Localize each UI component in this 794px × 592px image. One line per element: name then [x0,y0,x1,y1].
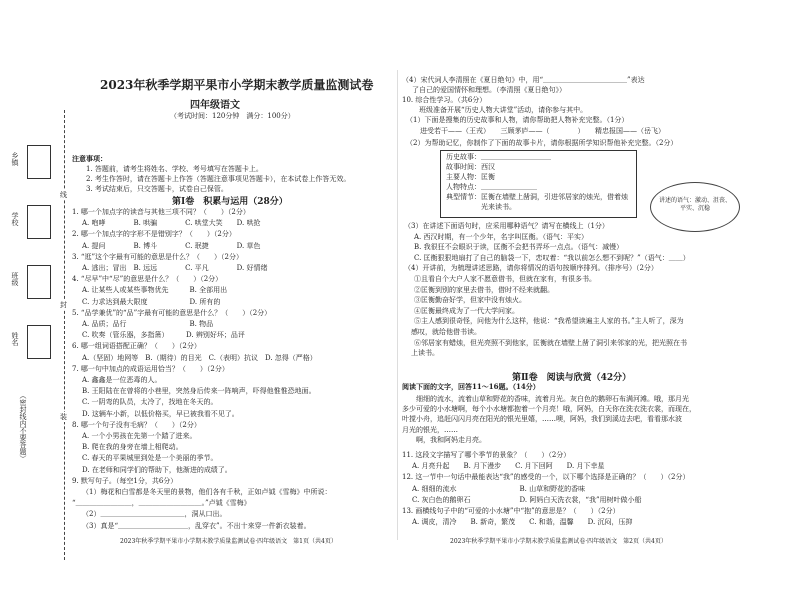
question-line: ①且看自个大户人家不愿意借书，但就在家有，有很多书。 [414,275,596,283]
school-box[interactable] [27,205,51,239]
question-line: （2）＿＿＿＿＿＿＿＿＿＿＿＿，洞从口出。 [82,510,227,519]
question-line: ④匡衡最终成为了一代大学问家。 [414,306,519,315]
card-row: 主要人物：匡衡 [446,173,495,181]
question-line: C. 力求达到最大限度 D. 所有的 [82,297,221,306]
question-line: A. 调皮，清冷 B. 新奇，繁茂 C. 和谐，温馨 D. 沉闷，压抑 [412,518,633,527]
r-line: （4）宋代词人李清照在《夏日绝句》中，用“＿＿＿＿＿＿＿＿＿＿＿＿”表达 [402,76,645,84]
question-line: B. 我很狂不会眼识于读，匡衡不会把书弄坏一点点。（语气：减慢） [414,243,624,252]
question-line: 11. 这段文字描写了哪个季节的景象？（ ）（2分） [402,451,571,459]
question-line: A. 咆哮 B. 哄骗 C. 哄堂大笑 D. 哄抢 [82,219,261,228]
page1-footer: 2023年秋季学期平果市小学期末教学质量监测试卷·四年级语文 第1页（共4页） [120,538,337,545]
binding-label-class: 班级 [11,272,19,286]
tone-bubble-text: 讲述的语气：激动、沮丧、平实、沉稳 [659,197,732,212]
card-row: 历史故事：＿＿＿＿＿＿＿＿＿＿ [446,153,551,161]
question-line: ⑥邻居家有蜡烛，但光亮照不到他家，匡衡就在墙壁上凿了洞引来邻家的光，把光照在书 [414,338,687,347]
r-line: （2）为帮助记忆，你制作了下面的故事卡片，请你根据所学知识帮他补充完整。（2分） [406,139,678,147]
question-line: （1）梅花和白雪都是冬天里的景物，他们各有千秋，正如卢钺《雪梅》中所说： [82,488,332,496]
exam-info: （考试时间：120分钟 满分：100分） [170,112,295,120]
card-row: 光来读书。 [446,203,516,211]
question-line: B. 王阳陆在在曾将的小巷里，突然身后传来一阵响声，吓得他惟惟恐地面。 [82,387,316,396]
reading-passage-box [402,394,786,446]
passage-line: 多少可爱的小水塘啊，每个小水塘都抱着一个月亮！哦，阿妈，白天你在洗衣洗衣裳，而现在， [402,405,696,414]
question-line: （4）开讲前，为梳理讲述思路，请你将情况的语句按顺序排列。（排序号）（2分） [404,264,658,273]
passage-line: 细细的流水，流着山草和野花的香味，流着月光。灰白色的鹅卵石布满河滩。哦，那月光 [402,395,689,403]
question-line: （3）真是“＿＿＿＿＿＿＿＿＿＿，乱穿衣”。不出十来穿一件新衣装着。 [82,521,311,530]
question-line: 上读书。 [404,349,439,358]
binding-label-school: 学校 [11,212,19,226]
passage-line: 啊，我和阿妈走月亮。 [402,435,486,444]
binding-label-town: 乡镇 [11,152,19,166]
right-questions [404,221,790,361]
notice-item: 1. 答题前，请考生将姓名、学校、考号填写在答题卡上。 [86,165,263,173]
passage-line: 叶搅小舟，追赶闪闪月亮在阳光的银光里嬉，……噢，阿妈，我们到溪边去吧，看看那水波 [402,415,682,424]
question-line: 13. 画横线句子中的“可爱的小水塘”中“抱”的意思是？（ ）（2分） [402,507,620,515]
question-line: A. 逃出；冒出 B. 远远 C. 平凡 D. 好情绪 [82,264,268,272]
question-line: A. 一个小男孩在先第一个踏了进来。 [82,432,197,440]
question-line: （3）在讲述下面语句时，应采用哪种语气？请写在横线上（1分） [404,222,609,230]
class-box[interactable] [27,265,51,299]
question-line: A. 鑫鑫是一位恶毒的人。 [82,376,162,384]
question-line: C. 一阴弯的队员，太冷了，找地在冬天的。 [82,398,218,407]
question-line: A. 品质；品行 B. 物品 [82,320,214,328]
question-line: A.（坚固）地网等 B.（期待）的目光 C.（表明）抗议 D. 忽得（严格） [82,353,317,362]
question-line: B. 爬在我的身旁在墙上相爬动。 [82,443,183,452]
question-line: 3. “逛”这个字最有可能的意思是什么？（ ）（2分） [72,252,244,261]
passage-line: 月光的银光，…… [402,425,458,434]
part1-questions [72,207,392,533]
question-line: A. 提问 B. 博斗 C. 珉捷 D. 草色 [82,241,261,250]
binding-char-bind: 装 [60,413,67,421]
question-line: A. 让某些人或某些事物优先 B. 全部用出 [82,286,228,295]
question-line: 12. 这一节中一句话中最能表达“我”的感受的一个，以下哪个选择是正确的？（ ）（2分） [402,473,690,482]
question-line: 9. 默写句子。（每空1分，共6分） [72,476,178,485]
question-line: 5. “品学兼优”的“品”字最有可能的意思是什么？（ ）（2分） [72,308,272,317]
question-line: 8. 哪一个句子没有毛病？（ ）（2分） [72,420,201,429]
town-box[interactable] [27,145,51,179]
question-line: C. 匡衡狠狠地扇打了自己的脑袋一下，恋叹着：“我以前怎么想不到呢？”（语气：＿＿） [414,253,690,262]
part1-title: 第Ⅰ卷 积累与运用（28分） [172,197,288,207]
name-box[interactable] [27,325,51,359]
notice-title: 注意事项： [72,154,107,163]
page-divider [397,70,398,540]
binding-label-name: 姓名 [11,332,19,346]
question-line: ②匡衡到别的家里去借书，借时不经来就翻。 [414,285,554,294]
r-line: 了自己的爱国情怀和理想。（李清照《夏日绝句》） [412,86,566,94]
exam-title: 2023年秋季学期平果市小学期末教学质量监测试卷 [100,78,374,92]
part2-title: 第Ⅱ卷 阅读与欣赏（42分） [512,373,632,383]
question-line: A. 西汉时期，有一个少年，名字叫匡衡。（语气：平实） [414,232,589,241]
r-line: 进受若干——（王戎） 三顾茅庐——（ ） 精忠报国——（岳飞） [420,127,665,135]
question-line: D. 这辆车小新，以低价格买，早已被我看不见了。 [82,409,239,418]
r-line: 10. 综合性学习。（共6分） [402,96,487,104]
question-line: 感叹，就给他借书读。 [404,328,481,336]
question-line: D. 在老师和同学们的帮助下，他渐进的成绩了。 [82,465,232,474]
question-line: 7. 哪一句中加点的成语运用恰当？（ ）（2分） [72,364,229,373]
question-line: C. 灰白色的鹅卵石 D. 阿妈白天洗衣裳，“我”用树叶做小船 [412,495,642,504]
question-line: 1. 哪一个加点字的读音与其他三项不同？（ ）（2分） [72,208,250,216]
reading-intro: 阅读下面的文字，回答11～16题。（14分） [402,382,540,391]
binding-dashed-line [64,110,65,560]
reading-questions [402,450,788,530]
notice-item: 2. 考生作答时，请在答题卡上作答（答题注意事项见答题卡），在本试卷上作答无效。 [86,175,351,183]
question-line: 4. “尽早”中“尽”的意思是什么？（ ）（2分） [72,275,223,284]
card-row: 故事时间：西汉 [446,163,495,171]
notice-item: 3. 考试结束后，只交答题卡，试卷自己保管。 [86,185,228,193]
page2-footer: 2023年秋季学期平果市小学期末教学质量监测试卷·四年级语文 第2页（共4页） [450,538,667,545]
question-line: C. 吹奏（管乐器，多指箫） D. 辨别好坏；品评 [82,331,245,340]
question-line: A. 月亮升起 B. 月下漫步 C. 月下回阿 D. 月下幸星 [412,462,605,471]
card-row: 人物特点：＿＿＿＿＿＿＿＿ [446,183,537,191]
question-line: 6. 哪一组词语搭配正确？（ ）（2分） [72,342,201,351]
question-line: “＿＿＿＿＿＿＿＿，＿＿＿＿＿＿＿＿＿。”卢钺《雪梅》 [72,499,251,508]
question-line: A. 细细的流水 B. 山草和野花的香味 [412,484,586,493]
binding-strip [0,0,70,592]
r-line: （1）下面是搜集的历史故事和人物，请你帮助把人物补充完整。（1分） [406,116,629,124]
card-row: 典型情节：匡衡在墙壁上凿洞，引进邻居家的烛光，借着烛 [446,193,628,201]
story-card [440,150,637,218]
binding-char-seal: 封 [60,301,67,309]
seal-note: （密封线内不要答题） [19,392,27,462]
binding-char-line: 线 [60,191,67,199]
r-line: 班级准备开展“历史人物大讲堂”活动，请你参与其中。 [412,106,588,114]
exam-subject: 四年级语文 [190,100,240,111]
question-line: C. 春天的平果城里到处是一个美丽的季节。 [82,454,218,463]
question-line: ⑤主人感到很奇怪，问他为什么这样，他说：“我希望读遍主人家的书。”主人听了，深为 [414,317,684,326]
question-line: 2. 哪一个加点字的字形不是错别字？（ ）（2分） [72,230,236,239]
question-line: ③匡衡勤奋好学，但家中没有烛火。 [414,296,526,305]
